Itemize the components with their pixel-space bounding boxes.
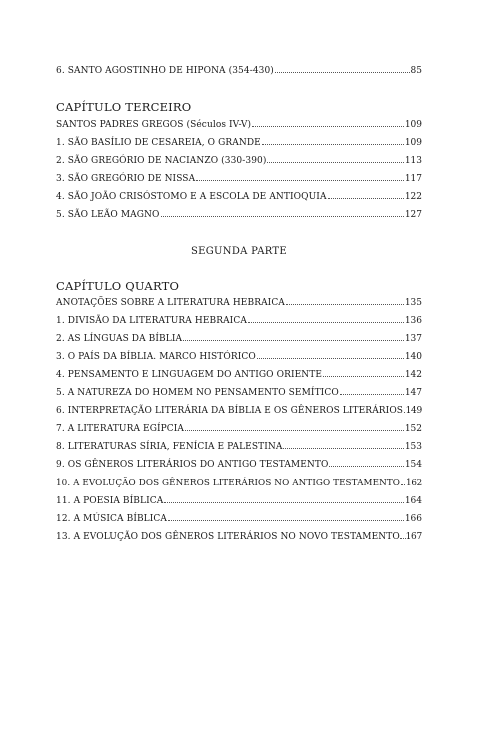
toc-entry-title: 2. AS LÍNGUAS DA BÍBLIA — [56, 334, 183, 344]
toc-entry-page: 140 — [404, 352, 422, 362]
toc-leader-dots — [164, 501, 403, 503]
toc-leader-dots — [248, 321, 404, 323]
toc-entry-page: 166 — [404, 514, 422, 524]
toc-leader-dots — [262, 143, 404, 145]
toc-entry[interactable] — [56, 316, 422, 332]
toc-entry-title: 7. A LITERATURA EGÍPCIA — [56, 424, 185, 434]
toc-leader-dots — [267, 161, 403, 163]
toc-leader-dots — [328, 197, 404, 199]
toc-entry-page: 147 — [404, 388, 422, 398]
toc-entry[interactable] — [56, 532, 422, 548]
toc-entry-page: 122 — [404, 192, 422, 202]
toc-leader-dots — [161, 215, 404, 217]
toc-entry-title: 11. A POESIA BÍBLICA — [56, 496, 164, 506]
toc-entry-page: 167 — [405, 532, 422, 542]
toc-entry[interactable] — [56, 406, 422, 422]
toc-leader-dots — [323, 375, 404, 377]
toc-entry-title: SANTOS PADRES GREGOS (Séculos IV-V) — [56, 120, 252, 130]
chapter-heading: CAPÍTULO QUARTO — [56, 279, 180, 293]
toc-leader-dots — [257, 357, 404, 359]
toc-leader-dots — [286, 303, 404, 305]
toc-entry-page: 149 — [405, 406, 422, 416]
toc-leader-dots — [185, 429, 404, 431]
toc-entry-title: 6. INTERPRETAÇÃO LITERÁRIA DA BÍBLIA E OS GÊNEROS LITERÁRIOS — [56, 406, 404, 416]
toc-entry-title: 3. SÃO GREGÓRIO DE NISSA — [56, 174, 196, 184]
toc-entry-page: 127 — [404, 210, 422, 220]
toc-entry[interactable] — [56, 66, 422, 82]
toc-leader-dots — [168, 519, 404, 521]
toc-entry-title: 4. PENSAMENTO E LINGUAGEM DO ANTIGO ORIENTE — [56, 370, 323, 380]
toc-entry-title: 3. O PAÍS DA BÍBLIA. MARCO HISTÓRICO — [56, 352, 256, 362]
toc-entry[interactable] — [56, 442, 422, 458]
chapter-heading: CAPÍTULO TERCEIRO — [56, 100, 192, 114]
toc-entry[interactable] — [56, 460, 422, 476]
toc-entry[interactable] — [56, 298, 422, 314]
toc-entry-title: ANOTAÇÕES SOBRE A LITERATURA HEBRAICA — [56, 298, 285, 308]
toc-entry-title: 4. SÃO JOÃO CRISÓSTOMO E A ESCOLA DE ANTIOQUIA — [56, 192, 327, 202]
toc-entry-page: 109 — [404, 120, 422, 130]
toc-leader-dots — [275, 71, 410, 73]
toc-entry-title: 2. SÃO GREGÓRIO DE NACIANZO (330-390) — [56, 156, 267, 166]
toc-entry[interactable] — [56, 352, 422, 368]
toc-entry-title: 1. DIVISÃO DA LITERATURA HEBRAICA — [56, 316, 247, 326]
toc-leader-dots — [329, 465, 403, 467]
toc-entry[interactable] — [56, 514, 422, 530]
toc-entry[interactable] — [56, 388, 422, 404]
toc-entry[interactable] — [56, 210, 422, 226]
toc-entry[interactable] — [56, 174, 422, 190]
toc-entry-page: 153 — [404, 442, 422, 452]
toc-entry-page: 136 — [404, 316, 422, 326]
toc-entry-page: 117 — [404, 174, 422, 184]
toc-entry[interactable] — [56, 156, 422, 172]
toc-page — [56, 0, 422, 753]
toc-entry-title: 8. LITERATURAS SÍRIA, FENÍCIA E PALESTINA — [56, 442, 283, 452]
toc-leader-dots — [196, 179, 404, 181]
toc-entry-title: 5. A NATUREZA DO HOMEM NO PENSAMENTO SEMÍTICO — [56, 388, 339, 398]
toc-entry-page: 154 — [404, 460, 422, 470]
toc-entry[interactable] — [56, 138, 422, 154]
toc-leader-dots — [401, 483, 405, 485]
toc-entry[interactable] — [56, 334, 422, 350]
toc-entry-title: 5. SÃO LEÃO MAGNO — [56, 210, 160, 220]
toc-entry-page: 135 — [404, 298, 422, 308]
toc-entry-page: 152 — [404, 424, 422, 434]
toc-entry[interactable] — [56, 496, 422, 512]
toc-entry-title: 13. A EVOLUÇÃO DOS GÊNEROS LITERÁRIOS NO NOVO TESTAMENTO — [56, 532, 400, 542]
part-heading: SEGUNDA PARTE — [191, 246, 287, 257]
toc-entry-title: 6. SANTO AGOSTINHO DE HIPONA (354-430) — [56, 66, 274, 76]
toc-entry-page: 113 — [404, 156, 422, 166]
toc-entry-title: 10. A EVOLUÇÃO DOS GÊNEROS LITERÁRIOS NO ANTIGO TESTAMENTO — [56, 478, 401, 488]
toc-entry-page: 85 — [410, 66, 422, 76]
toc-entry-page: 137 — [404, 334, 422, 344]
toc-entry[interactable] — [56, 370, 422, 386]
toc-entry-page: 142 — [404, 370, 422, 380]
toc-entry-page: 162 — [406, 478, 422, 488]
toc-entry-page: 164 — [404, 496, 422, 506]
toc-entry-title: 9. OS GÊNEROS LITERÁRIOS DO ANTIGO TESTAMENTO — [56, 460, 329, 470]
toc-entry[interactable] — [56, 192, 422, 208]
toc-entry-page: 109 — [404, 138, 422, 148]
toc-leader-dots — [340, 393, 404, 395]
toc-entry-title: 1. SÃO BASÍLIO DE CESAREIA, O GRANDE — [56, 138, 261, 148]
toc-entry[interactable] — [56, 424, 422, 440]
toc-leader-dots — [183, 339, 404, 341]
toc-entry[interactable] — [56, 478, 422, 494]
toc-entry[interactable] — [56, 120, 422, 136]
toc-leader-dots — [283, 447, 403, 449]
toc-leader-dots — [252, 125, 404, 127]
toc-entry-title: 12. A MÚSICA BÍBLICA — [56, 514, 168, 524]
